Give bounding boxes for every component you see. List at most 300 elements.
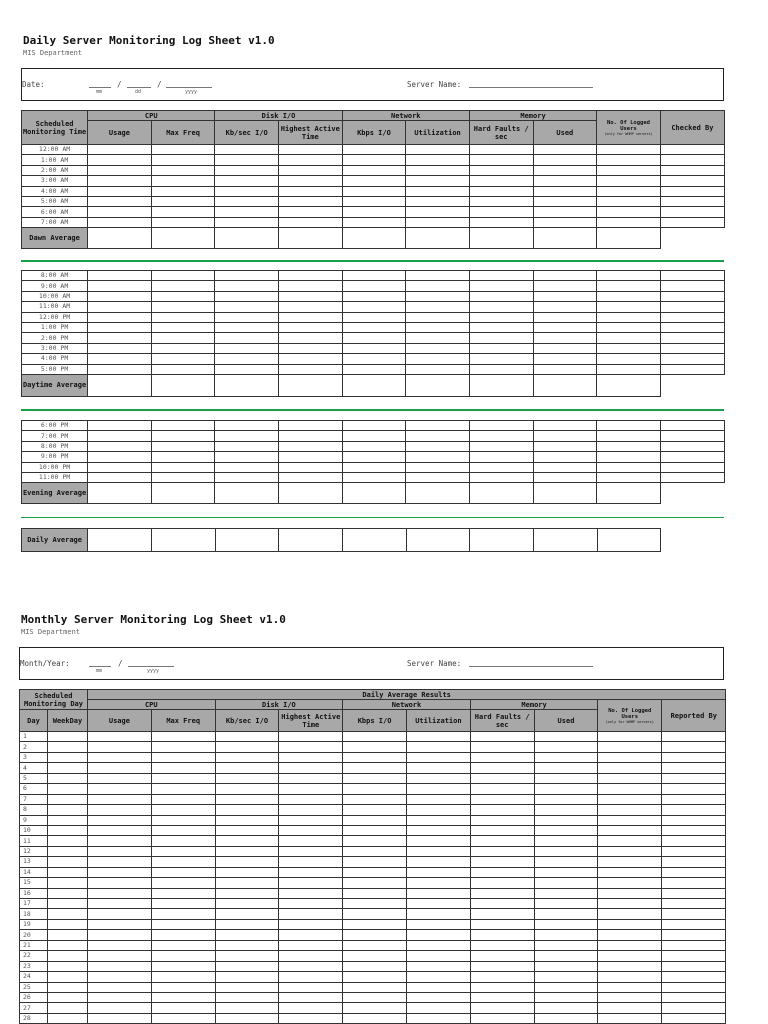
entry-cell[interactable] <box>597 217 661 227</box>
entry-cell[interactable] <box>660 452 724 462</box>
entry-cell[interactable] <box>151 857 215 867</box>
entry-cell[interactable] <box>342 441 406 451</box>
entry-cell[interactable] <box>48 951 88 961</box>
entry-cell[interactable] <box>469 421 533 431</box>
entry-cell[interactable] <box>88 919 152 929</box>
entry-cell[interactable] <box>469 155 533 165</box>
entry-cell[interactable] <box>88 145 152 155</box>
entry-cell[interactable] <box>406 732 470 742</box>
entry-cell[interactable] <box>598 1013 662 1023</box>
entry-cell[interactable] <box>533 343 597 353</box>
average-cell[interactable] <box>215 228 279 249</box>
entry-cell[interactable] <box>88 784 152 794</box>
entry-cell[interactable] <box>88 421 152 431</box>
entry-cell[interactable] <box>151 742 215 752</box>
entry-cell[interactable] <box>534 951 598 961</box>
entry-cell[interactable] <box>662 794 726 804</box>
entry-cell[interactable] <box>342 155 406 165</box>
entry-cell[interactable] <box>48 878 88 888</box>
entry-cell[interactable] <box>470 930 534 940</box>
entry-cell[interactable] <box>662 815 726 825</box>
entry-cell[interactable] <box>662 773 726 783</box>
entry-cell[interactable] <box>279 773 343 783</box>
entry-cell[interactable] <box>660 271 724 281</box>
entry-cell[interactable] <box>279 441 343 451</box>
entry-cell[interactable] <box>279 165 343 175</box>
entry-cell[interactable] <box>215 773 279 783</box>
entry-cell[interactable] <box>406 354 470 364</box>
entry-cell[interactable] <box>151 888 215 898</box>
average-cell[interactable] <box>342 529 406 552</box>
entry-cell[interactable] <box>151 940 215 950</box>
entry-cell[interactable] <box>215 421 279 431</box>
entry-cell[interactable] <box>279 909 343 919</box>
entry-cell[interactable] <box>279 857 343 867</box>
entry-cell[interactable] <box>48 846 88 856</box>
entry-cell[interactable] <box>469 186 533 196</box>
entry-cell[interactable] <box>151 333 215 343</box>
entry-cell[interactable] <box>660 421 724 431</box>
entry-cell[interactable] <box>660 145 724 155</box>
entry-cell[interactable] <box>88 271 152 281</box>
entry-cell[interactable] <box>151 794 215 804</box>
entry-cell[interactable] <box>533 441 597 451</box>
entry-cell[interactable] <box>343 763 407 773</box>
entry-cell[interactable] <box>343 857 407 867</box>
entry-cell[interactable] <box>215 930 279 940</box>
entry-cell[interactable] <box>534 836 598 846</box>
entry-cell[interactable] <box>279 155 343 165</box>
entry-cell[interactable] <box>279 982 343 992</box>
entry-cell[interactable] <box>342 431 406 441</box>
entry-cell[interactable] <box>88 302 152 312</box>
entry-cell[interactable] <box>48 867 88 877</box>
average-cell[interactable] <box>597 529 661 552</box>
entry-cell[interactable] <box>151 452 215 462</box>
entry-cell[interactable] <box>469 472 533 482</box>
entry-cell[interactable] <box>343 732 407 742</box>
entry-cell[interactable] <box>215 992 279 1002</box>
entry-cell[interactable] <box>406 343 470 353</box>
entry-cell[interactable] <box>151 462 215 472</box>
entry-cell[interactable] <box>662 940 726 950</box>
entry-cell[interactable] <box>48 992 88 1002</box>
entry-cell[interactable] <box>279 1003 343 1013</box>
entry-cell[interactable] <box>406 951 470 961</box>
entry-cell[interactable] <box>597 302 661 312</box>
entry-cell[interactable] <box>533 354 597 364</box>
entry-cell[interactable] <box>470 919 534 929</box>
entry-cell[interactable] <box>88 217 152 227</box>
entry-cell[interactable] <box>151 846 215 856</box>
entry-cell[interactable] <box>279 196 343 206</box>
entry-cell[interactable] <box>343 752 407 762</box>
entry-cell[interactable] <box>88 867 152 877</box>
average-cell[interactable] <box>406 529 470 552</box>
entry-cell[interactable] <box>662 992 726 1002</box>
month-mm-field[interactable] <box>89 666 111 667</box>
entry-cell[interactable] <box>151 972 215 982</box>
average-cell[interactable] <box>151 228 215 249</box>
entry-cell[interactable] <box>151 217 215 227</box>
entry-cell[interactable] <box>406 196 470 206</box>
entry-cell[interactable] <box>406 281 470 291</box>
entry-cell[interactable] <box>342 176 406 186</box>
entry-cell[interactable] <box>598 982 662 992</box>
entry-cell[interactable] <box>215 322 279 332</box>
entry-cell[interactable] <box>48 825 88 835</box>
entry-cell[interactable] <box>534 846 598 856</box>
entry-cell[interactable] <box>533 145 597 155</box>
entry-cell[interactable] <box>88 364 152 374</box>
entry-cell[interactable] <box>597 281 661 291</box>
entry-cell[interactable] <box>342 452 406 462</box>
entry-cell[interactable] <box>151 441 215 451</box>
entry-cell[interactable] <box>279 888 343 898</box>
entry-cell[interactable] <box>662 899 726 909</box>
entry-cell[interactable] <box>88 752 152 762</box>
entry-cell[interactable] <box>598 930 662 940</box>
entry-cell[interactable] <box>406 291 470 301</box>
average-cell[interactable] <box>597 483 661 504</box>
entry-cell[interactable] <box>151 302 215 312</box>
entry-cell[interactable] <box>597 343 661 353</box>
entry-cell[interactable] <box>215 462 279 472</box>
entry-cell[interactable] <box>88 207 152 217</box>
entry-cell[interactable] <box>215 452 279 462</box>
entry-cell[interactable] <box>279 732 343 742</box>
entry-cell[interactable] <box>534 930 598 940</box>
entry-cell[interactable] <box>215 846 279 856</box>
entry-cell[interactable] <box>215 291 279 301</box>
entry-cell[interactable] <box>406 899 470 909</box>
entry-cell[interactable] <box>215 899 279 909</box>
entry-cell[interactable] <box>534 961 598 971</box>
entry-cell[interactable] <box>342 312 406 322</box>
entry-cell[interactable] <box>88 472 152 482</box>
entry-cell[interactable] <box>342 333 406 343</box>
entry-cell[interactable] <box>48 784 88 794</box>
entry-cell[interactable] <box>215 752 279 762</box>
entry-cell[interactable] <box>597 452 661 462</box>
entry-cell[interactable] <box>406 992 470 1002</box>
entry-cell[interactable] <box>279 951 343 961</box>
entry-cell[interactable] <box>279 825 343 835</box>
entry-cell[interactable] <box>469 207 533 217</box>
entry-cell[interactable] <box>279 742 343 752</box>
entry-cell[interactable] <box>48 909 88 919</box>
entry-cell[interactable] <box>48 982 88 992</box>
entry-cell[interactable] <box>279 431 343 441</box>
entry-cell[interactable] <box>48 773 88 783</box>
entry-cell[interactable] <box>662 972 726 982</box>
entry-cell[interactable] <box>660 165 724 175</box>
entry-cell[interactable] <box>533 291 597 301</box>
average-cell[interactable] <box>151 483 215 504</box>
entry-cell[interactable] <box>469 217 533 227</box>
entry-cell[interactable] <box>151 992 215 1002</box>
entry-cell[interactable] <box>215 763 279 773</box>
entry-cell[interactable] <box>151 919 215 929</box>
entry-cell[interactable] <box>215 888 279 898</box>
entry-cell[interactable] <box>597 431 661 441</box>
entry-cell[interactable] <box>534 773 598 783</box>
entry-cell[interactable] <box>534 825 598 835</box>
entry-cell[interactable] <box>343 961 407 971</box>
entry-cell[interactable] <box>406 472 470 482</box>
entry-cell[interactable] <box>279 186 343 196</box>
entry-cell[interactable] <box>88 732 152 742</box>
entry-cell[interactable] <box>469 462 533 472</box>
entry-cell[interactable] <box>342 271 406 281</box>
entry-cell[interactable] <box>88 763 152 773</box>
entry-cell[interactable] <box>343 878 407 888</box>
entry-cell[interactable] <box>151 312 215 322</box>
entry-cell[interactable] <box>215 312 279 322</box>
entry-cell[interactable] <box>406 909 470 919</box>
entry-cell[interactable] <box>215 472 279 482</box>
entry-cell[interactable] <box>88 961 152 971</box>
entry-cell[interactable] <box>343 742 407 752</box>
entry-cell[interactable] <box>279 763 343 773</box>
entry-cell[interactable] <box>215 217 279 227</box>
average-cell[interactable] <box>151 529 215 552</box>
entry-cell[interactable] <box>151 961 215 971</box>
entry-cell[interactable] <box>662 878 726 888</box>
entry-cell[interactable] <box>215 165 279 175</box>
entry-cell[interactable] <box>406 961 470 971</box>
entry-cell[interactable] <box>215 302 279 312</box>
entry-cell[interactable] <box>406 940 470 950</box>
entry-cell[interactable] <box>279 145 343 155</box>
entry-cell[interactable] <box>662 888 726 898</box>
entry-cell[interactable] <box>406 217 470 227</box>
average-cell[interactable] <box>279 483 343 504</box>
entry-cell[interactable] <box>342 421 406 431</box>
entry-cell[interactable] <box>88 794 152 804</box>
entry-cell[interactable] <box>88 940 152 950</box>
entry-cell[interactable] <box>406 794 470 804</box>
entry-cell[interactable] <box>215 431 279 441</box>
entry-cell[interactable] <box>279 899 343 909</box>
entry-cell[interactable] <box>279 452 343 462</box>
average-cell[interactable] <box>597 374 661 396</box>
entry-cell[interactable] <box>342 322 406 332</box>
entry-cell[interactable] <box>343 951 407 961</box>
entry-cell[interactable] <box>48 888 88 898</box>
entry-cell[interactable] <box>88 312 152 322</box>
entry-cell[interactable] <box>88 836 152 846</box>
entry-cell[interactable] <box>469 281 533 291</box>
entry-cell[interactable] <box>662 982 726 992</box>
entry-cell[interactable] <box>342 165 406 175</box>
entry-cell[interactable] <box>151 196 215 206</box>
entry-cell[interactable] <box>470 794 534 804</box>
entry-cell[interactable] <box>151 155 215 165</box>
entry-cell[interactable] <box>215 281 279 291</box>
entry-cell[interactable] <box>88 878 152 888</box>
entry-cell[interactable] <box>151 930 215 940</box>
entry-cell[interactable] <box>597 207 661 217</box>
entry-cell[interactable] <box>534 1013 598 1023</box>
average-cell[interactable] <box>215 529 279 552</box>
entry-cell[interactable] <box>660 431 724 441</box>
entry-cell[interactable] <box>406 207 470 217</box>
entry-cell[interactable] <box>151 165 215 175</box>
entry-cell[interactable] <box>279 846 343 856</box>
entry-cell[interactable] <box>279 421 343 431</box>
entry-cell[interactable] <box>88 176 152 186</box>
entry-cell[interactable] <box>469 452 533 462</box>
entry-cell[interactable] <box>662 867 726 877</box>
entry-cell[interactable] <box>215 951 279 961</box>
entry-cell[interactable] <box>342 354 406 364</box>
entry-cell[interactable] <box>215 176 279 186</box>
entry-cell[interactable] <box>151 825 215 835</box>
entry-cell[interactable] <box>470 857 534 867</box>
entry-cell[interactable] <box>597 421 661 431</box>
entry-cell[interactable] <box>470 825 534 835</box>
entry-cell[interactable] <box>151 291 215 301</box>
entry-cell[interactable] <box>533 217 597 227</box>
entry-cell[interactable] <box>88 452 152 462</box>
entry-cell[interactable] <box>215 196 279 206</box>
entry-cell[interactable] <box>406 441 470 451</box>
entry-cell[interactable] <box>406 1013 470 1023</box>
entry-cell[interactable] <box>151 281 215 291</box>
entry-cell[interactable] <box>598 992 662 1002</box>
entry-cell[interactable] <box>534 784 598 794</box>
entry-cell[interactable] <box>662 732 726 742</box>
entry-cell[interactable] <box>470 763 534 773</box>
entry-cell[interactable] <box>597 472 661 482</box>
entry-cell[interactable] <box>406 431 470 441</box>
entry-cell[interactable] <box>598 846 662 856</box>
entry-cell[interactable] <box>88 982 152 992</box>
entry-cell[interactable] <box>660 186 724 196</box>
average-cell[interactable] <box>597 228 661 249</box>
entry-cell[interactable] <box>470 961 534 971</box>
entry-cell[interactable] <box>215 145 279 155</box>
entry-cell[interactable] <box>660 354 724 364</box>
entry-cell[interactable] <box>343 940 407 950</box>
entry-cell[interactable] <box>215 878 279 888</box>
entry-cell[interactable] <box>534 794 598 804</box>
entry-cell[interactable] <box>215 1003 279 1013</box>
entry-cell[interactable] <box>597 186 661 196</box>
entry-cell[interactable] <box>342 207 406 217</box>
entry-cell[interactable] <box>660 364 724 374</box>
entry-cell[interactable] <box>88 857 152 867</box>
entry-cell[interactable] <box>470 867 534 877</box>
entry-cell[interactable] <box>533 431 597 441</box>
entry-cell[interactable] <box>469 322 533 332</box>
entry-cell[interactable] <box>48 1013 88 1023</box>
entry-cell[interactable] <box>660 343 724 353</box>
entry-cell[interactable] <box>597 155 661 165</box>
entry-cell[interactable] <box>470 1003 534 1013</box>
entry-cell[interactable] <box>48 836 88 846</box>
average-cell[interactable] <box>470 529 534 552</box>
entry-cell[interactable] <box>151 909 215 919</box>
average-cell[interactable] <box>406 483 470 504</box>
average-cell[interactable] <box>533 374 597 396</box>
entry-cell[interactable] <box>598 773 662 783</box>
entry-cell[interactable] <box>598 815 662 825</box>
entry-cell[interactable] <box>343 972 407 982</box>
entry-cell[interactable] <box>470 752 534 762</box>
entry-cell[interactable] <box>533 333 597 343</box>
entry-cell[interactable] <box>660 217 724 227</box>
entry-cell[interactable] <box>406 857 470 867</box>
server-name-field[interactable] <box>469 87 593 88</box>
entry-cell[interactable] <box>215 805 279 815</box>
entry-cell[interactable] <box>406 784 470 794</box>
entry-cell[interactable] <box>279 343 343 353</box>
entry-cell[interactable] <box>470 815 534 825</box>
entry-cell[interactable] <box>88 825 152 835</box>
entry-cell[interactable] <box>660 196 724 206</box>
entry-cell[interactable] <box>279 312 343 322</box>
entry-cell[interactable] <box>279 354 343 364</box>
entry-cell[interactable] <box>279 919 343 929</box>
entry-cell[interactable] <box>88 196 152 206</box>
entry-cell[interactable] <box>215 364 279 374</box>
entry-cell[interactable] <box>215 732 279 742</box>
entry-cell[interactable] <box>88 155 152 165</box>
entry-cell[interactable] <box>598 784 662 794</box>
entry-cell[interactable] <box>597 312 661 322</box>
entry-cell[interactable] <box>597 462 661 472</box>
entry-cell[interactable] <box>215 155 279 165</box>
entry-cell[interactable] <box>88 165 152 175</box>
entry-cell[interactable] <box>88 930 152 940</box>
entry-cell[interactable] <box>533 462 597 472</box>
entry-cell[interactable] <box>88 441 152 451</box>
average-cell[interactable] <box>279 228 343 249</box>
entry-cell[interactable] <box>660 462 724 472</box>
entry-cell[interactable] <box>279 271 343 281</box>
average-cell[interactable] <box>215 374 279 396</box>
entry-cell[interactable] <box>533 196 597 206</box>
entry-cell[interactable] <box>662 951 726 961</box>
entry-cell[interactable] <box>88 742 152 752</box>
entry-cell[interactable] <box>469 312 533 322</box>
entry-cell[interactable] <box>48 899 88 909</box>
entry-cell[interactable] <box>660 441 724 451</box>
entry-cell[interactable] <box>662 961 726 971</box>
average-cell[interactable] <box>215 483 279 504</box>
entry-cell[interactable] <box>470 982 534 992</box>
entry-cell[interactable] <box>48 972 88 982</box>
entry-cell[interactable] <box>598 961 662 971</box>
entry-cell[interactable] <box>343 1013 407 1023</box>
entry-cell[interactable] <box>342 196 406 206</box>
entry-cell[interactable] <box>406 1003 470 1013</box>
entry-cell[interactable] <box>660 291 724 301</box>
entry-cell[interactable] <box>215 271 279 281</box>
entry-cell[interactable] <box>470 1013 534 1023</box>
average-cell[interactable] <box>342 483 406 504</box>
entry-cell[interactable] <box>534 992 598 1002</box>
entry-cell[interactable] <box>151 145 215 155</box>
entry-cell[interactable] <box>533 155 597 165</box>
entry-cell[interactable] <box>88 186 152 196</box>
entry-cell[interactable] <box>343 930 407 940</box>
entry-cell[interactable] <box>597 271 661 281</box>
entry-cell[interactable] <box>406 919 470 929</box>
entry-cell[interactable] <box>215 972 279 982</box>
